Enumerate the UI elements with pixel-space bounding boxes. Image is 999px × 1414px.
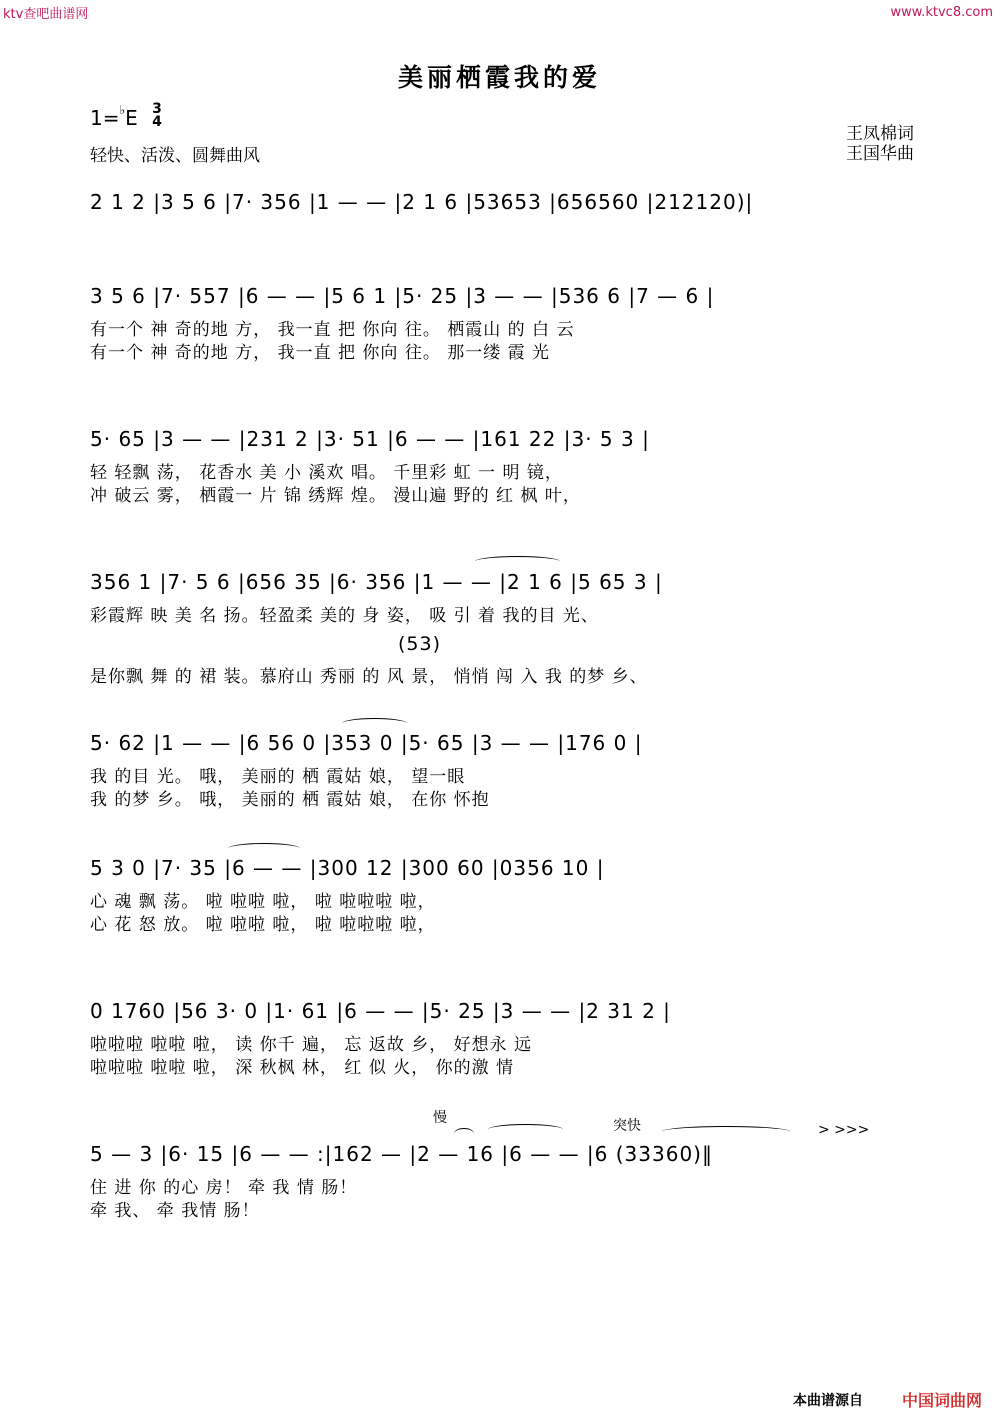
lyric-line-8-verse-1: 住 进 你 的心 房！ 牵 我 情 肠！ (90, 1178, 358, 1198)
lyric-line-4-verse-1: 彩霞辉 映 美 名 扬。轻盈柔 美的 身 姿， 吸 引 着 我的目 光、 (90, 606, 599, 626)
score-line-2: 3 5 6 |7· 557 |6 — — |5 6 1 |5· 25 |3 — — |536 6 |7 — 6 | (90, 284, 715, 308)
accent-marks: > >>> (818, 1122, 870, 1138)
score-line-8: 5 — 3 |6· 15 |6 — — :|162 — |2 — 16 |6 — — |6 (33360)‖ (90, 1142, 713, 1166)
source-site: 中国词曲网 (902, 1391, 983, 1410)
lyric-line-6-verse-1: 心 魂 飘 荡。 啦 啦啦 啦， 啦 啦啦啦 啦， (90, 892, 436, 912)
lyric-line-7-verse-2: 啦啦啦 啦啦 啦， 深 秋枫 林， 红 似 火， 你的激 情 (90, 1058, 515, 1078)
variant-notes: (53) (398, 633, 442, 655)
lyric-line-3-verse-1: 轻 轻飘 荡， 花香水 美 小 溪欢 唱。 千里彩 虹 一 明 镜， (90, 463, 563, 483)
site-url-right: www.ktvc8.com (890, 5, 993, 20)
lyric-line-4-verse-2: 是你飘 舞 的 裙 装。慕府山 秀丽 的 风 景， 悄悄 闯 入 我 的梦 乡、 (90, 667, 648, 687)
tempo-mark-slow: 慢 (433, 1110, 447, 1126)
lyricist-credit: 王凤棉词 (846, 124, 914, 144)
slur-line-5 (342, 718, 407, 729)
lyric-line-6-verse-2: 心 花 怒 放。 啦 啦啦 啦， 啦 啦啦啦 啦， (90, 915, 436, 935)
score-line-6: 5 3 0 |7· 35 |6 — — |300 12 |300 60 |0356 10 | (90, 856, 605, 880)
lyric-line-5-verse-1: 我 的目 光。 哦， 美丽的 栖 霞姑 娘， 望一眼 (90, 767, 466, 787)
score-line-5: 5· 62 |1 — — |6 56 0 |353 0 |5· 65 |3 — — |176 0 | (90, 731, 643, 755)
lyric-line-3-verse-2: 冲 破云 雾， 栖霞一 片 锦 绣辉 煌。 漫山遍 野的 红 枫 叶， (90, 486, 581, 506)
slur-line-8-c (662, 1126, 790, 1137)
slur-line-8-b (488, 1124, 563, 1135)
slur-line-8-a (454, 1128, 474, 1139)
key-prefix: 1= (90, 106, 120, 130)
key-signature (90, 100, 162, 133)
tempo-mark-fast: 突快 (613, 1118, 641, 1134)
song-title: 美丽栖霞我的爱 (397, 63, 601, 92)
style-marking: 轻快、活泼、圆舞曲风 (90, 146, 260, 166)
lyric-line-5-verse-2: 我 的梦 乡。 哦， 美丽的 栖 霞姑 娘， 在你 怀抱 (90, 790, 490, 810)
lyric-line-8-verse-2: 牵 我、 牵 我情 肠！ (90, 1201, 260, 1221)
score-line-3: 5· 65 |3 — — |231 2 |3· 51 |6 — — |161 22 |3· 5 3 | (90, 427, 650, 451)
time-signature (152, 100, 162, 130)
lyric-line-2-verse-2: 有一个 神 奇的地 方， 我一直 把 你向 往。 那一缕 霞 光 (90, 343, 551, 363)
meter-bottom: 4 (152, 113, 162, 130)
score-line-4: 356 1 |7· 5 6 |656 35 |6· 356 |1 — — |2 1 6 |5 65 3 | (90, 570, 663, 594)
key-note: E (125, 106, 138, 130)
slur-line-4 (475, 556, 560, 567)
flat-sign: ♭ (119, 103, 126, 117)
score-line-1: 2 1 2 |3 5 6 |7· 356 |1 — — |2 1 6 |53653 |656560 |212120)| (90, 190, 754, 214)
meter-top: 3 (152, 100, 162, 117)
score-line-7: 0 1760 |56 3· 0 |1· 61 |6 — — |5· 25 |3 — — |2 31 2 | (90, 999, 671, 1023)
lyric-line-7-verse-1: 啦啦啦 啦啦 啦， 读 你千 遍， 忘 返故 乡， 好想永 远 (90, 1035, 533, 1055)
site-name-left: ktv查吧曲谱网 (3, 7, 89, 22)
lyric-line-2-verse-1: 有一个 神 奇的地 方， 我一直 把 你向 往。 栖霞山 的 白 云 (90, 320, 575, 340)
composer-credit: 王国华曲 (846, 144, 914, 164)
source-label: 本曲谱源自 (793, 1393, 863, 1409)
slur-line-6 (228, 843, 300, 854)
